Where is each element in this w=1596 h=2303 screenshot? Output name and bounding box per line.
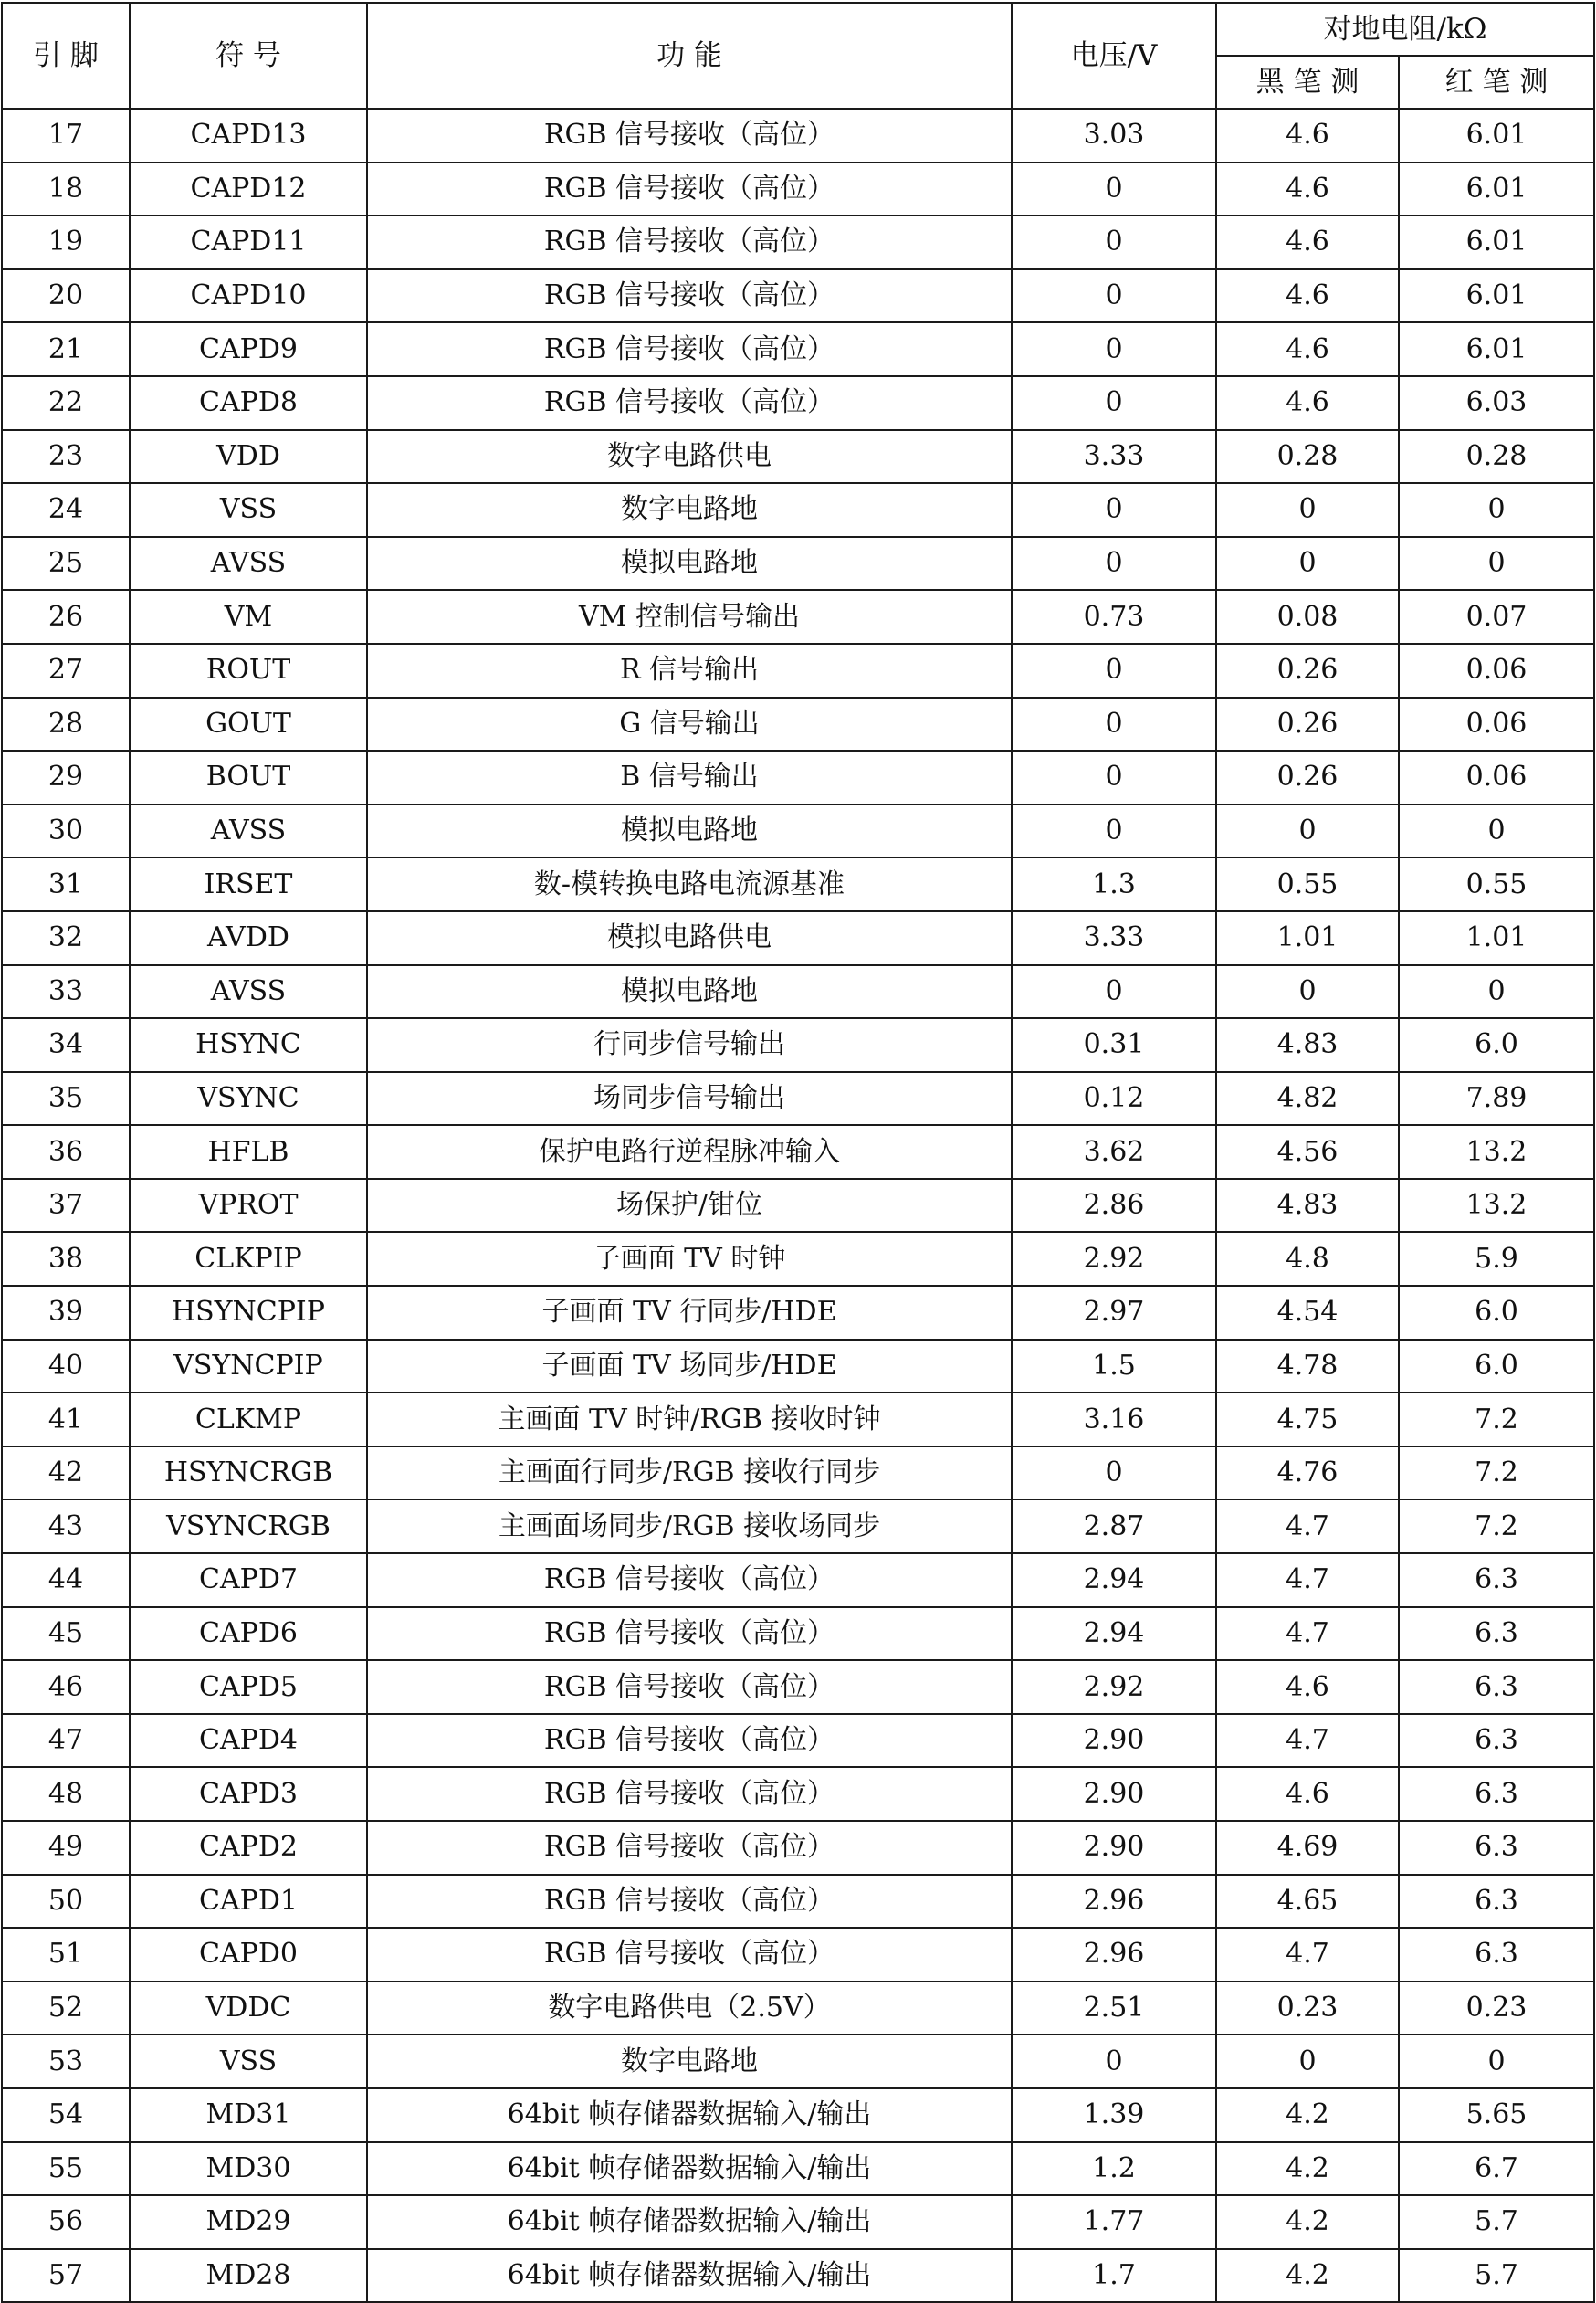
cell-symbol: CAPD7 xyxy=(130,1553,367,1607)
cell-red-probe: 6.3 xyxy=(1399,1607,1594,1661)
cell-function: R 信号输出 xyxy=(367,644,1012,698)
table-row xyxy=(2,1179,1594,1233)
cell-symbol: CLKMP xyxy=(130,1393,367,1446)
cell-voltage: 0 xyxy=(1012,537,1216,591)
cell-function: 主画面 TV 时钟/RGB 接收时钟 xyxy=(367,1393,1012,1446)
cell-black-probe: 4.6 xyxy=(1216,376,1399,430)
cell-red-probe: 0.28 xyxy=(1399,430,1594,484)
cell-pin: 41 xyxy=(2,1393,130,1446)
cell-pin: 46 xyxy=(2,1660,130,1714)
cell-pin: 55 xyxy=(2,2142,130,2196)
cell-symbol: MD29 xyxy=(130,2195,367,2249)
cell-pin: 17 xyxy=(2,109,130,163)
cell-symbol: MD28 xyxy=(130,2249,367,2303)
table-row xyxy=(2,1821,1594,1875)
table-row xyxy=(2,2195,1594,2249)
cell-symbol: VSYNCPIP xyxy=(130,1340,367,1393)
cell-pin: 35 xyxy=(2,1072,130,1126)
cell-voltage: 2.92 xyxy=(1012,1660,1216,1714)
cell-voltage: 1.77 xyxy=(1012,2195,1216,2249)
cell-red-probe: 6.03 xyxy=(1399,376,1594,430)
cell-function: B 信号输出 xyxy=(367,751,1012,804)
cell-black-probe: 4.2 xyxy=(1216,2088,1399,2142)
cell-symbol: HSYNCRGB xyxy=(130,1446,367,1500)
cell-pin: 28 xyxy=(2,698,130,752)
cell-voltage: 0 xyxy=(1012,163,1216,216)
cell-black-probe: 0.55 xyxy=(1216,857,1399,911)
cell-function: 数-模转换电路电流源基准 xyxy=(367,857,1012,911)
cell-pin: 31 xyxy=(2,857,130,911)
cell-pin: 19 xyxy=(2,216,130,269)
cell-black-probe: 4.2 xyxy=(1216,2195,1399,2249)
cell-function: 模拟电路供电 xyxy=(367,911,1012,965)
cell-voltage: 0 xyxy=(1012,216,1216,269)
cell-red-probe: 6.0 xyxy=(1399,1286,1594,1340)
cell-symbol: CAPD4 xyxy=(130,1714,367,1768)
cell-function: 64bit 帧存储器数据输入/输出 xyxy=(367,2142,1012,2196)
cell-red-probe: 6.3 xyxy=(1399,1660,1594,1714)
cell-black-probe: 4.69 xyxy=(1216,1821,1399,1875)
cell-pin: 51 xyxy=(2,1928,130,1982)
pin-data-table xyxy=(1,2,1595,2303)
cell-red-probe: 0.23 xyxy=(1399,1982,1594,2035)
cell-pin: 54 xyxy=(2,2088,130,2142)
cell-voltage: 2.92 xyxy=(1012,1232,1216,1286)
cell-pin: 21 xyxy=(2,322,130,376)
cell-voltage: 2.90 xyxy=(1012,1821,1216,1875)
cell-black-probe: 4.2 xyxy=(1216,2249,1399,2303)
table-row xyxy=(2,1340,1594,1393)
table-row xyxy=(2,2142,1594,2196)
cell-voltage: 1.2 xyxy=(1012,2142,1216,2196)
table-row xyxy=(2,644,1594,698)
cell-symbol: CAPD8 xyxy=(130,376,367,430)
table-row xyxy=(2,965,1594,1019)
cell-function: 64bit 帧存储器数据输入/输出 xyxy=(367,2088,1012,2142)
cell-pin: 38 xyxy=(2,1232,130,1286)
cell-voltage: 2.96 xyxy=(1012,1928,1216,1982)
cell-pin: 44 xyxy=(2,1553,130,1607)
cell-pin: 56 xyxy=(2,2195,130,2249)
table-row xyxy=(2,109,1594,163)
cell-symbol: VSYNCRGB xyxy=(130,1499,367,1553)
cell-voltage: 2.96 xyxy=(1012,1875,1216,1929)
cell-red-probe: 6.3 xyxy=(1399,1767,1594,1821)
cell-red-probe: 0.06 xyxy=(1399,644,1594,698)
cell-symbol: HFLB xyxy=(130,1125,367,1179)
cell-red-probe: 5.9 xyxy=(1399,1232,1594,1286)
cell-pin: 18 xyxy=(2,163,130,216)
table-row xyxy=(2,1393,1594,1446)
table-row xyxy=(2,857,1594,911)
cell-function: RGB 信号接收（高位） xyxy=(367,1607,1012,1661)
cell-pin: 47 xyxy=(2,1714,130,1768)
cell-symbol: CAPD10 xyxy=(130,269,367,323)
cell-function: 主画面场同步/RGB 接收场同步 xyxy=(367,1499,1012,1553)
cell-function: 子画面 TV 行同步/HDE xyxy=(367,1286,1012,1340)
cell-symbol: MD30 xyxy=(130,2142,367,2196)
cell-function: RGB 信号接收（高位） xyxy=(367,376,1012,430)
cell-voltage: 2.90 xyxy=(1012,1714,1216,1768)
cell-function: 主画面行同步/RGB 接收行同步 xyxy=(367,1446,1012,1500)
cell-voltage: 2.97 xyxy=(1012,1286,1216,1340)
cell-pin: 45 xyxy=(2,1607,130,1661)
cell-symbol: VDDC xyxy=(130,1982,367,2035)
cell-red-probe: 0 xyxy=(1399,537,1594,591)
cell-black-probe: 4.83 xyxy=(1216,1018,1399,1072)
table-row xyxy=(2,2088,1594,2142)
table-row xyxy=(2,163,1594,216)
cell-black-probe: 4.8 xyxy=(1216,1232,1399,1286)
cell-symbol: CAPD11 xyxy=(130,216,367,269)
cell-black-probe: 4.56 xyxy=(1216,1125,1399,1179)
cell-black-probe: 4.2 xyxy=(1216,2142,1399,2196)
cell-symbol: CAPD0 xyxy=(130,1928,367,1982)
cell-function: 数字电路供电 xyxy=(367,430,1012,484)
cell-pin: 40 xyxy=(2,1340,130,1393)
table-row xyxy=(2,1714,1594,1768)
table-row xyxy=(2,1767,1594,1821)
cell-red-probe: 6.01 xyxy=(1399,109,1594,163)
cell-symbol: VSS xyxy=(130,2035,367,2088)
cell-function: 模拟电路地 xyxy=(367,965,1012,1019)
cell-function: RGB 信号接收（高位） xyxy=(367,1875,1012,1929)
table-row xyxy=(2,1286,1594,1340)
cell-symbol: CAPD6 xyxy=(130,1607,367,1661)
cell-pin: 26 xyxy=(2,590,130,644)
cell-voltage: 2.90 xyxy=(1012,1767,1216,1821)
cell-black-probe: 4.7 xyxy=(1216,1607,1399,1661)
table-row xyxy=(2,698,1594,752)
table-row xyxy=(2,269,1594,323)
cell-function: 保护电路行逆程脉冲输入 xyxy=(367,1125,1012,1179)
cell-function: RGB 信号接收（高位） xyxy=(367,109,1012,163)
cell-voltage: 1.7 xyxy=(1012,2249,1216,2303)
cell-function: 模拟电路地 xyxy=(367,804,1012,858)
cell-function: 数字电路地 xyxy=(367,483,1012,537)
cell-pin: 52 xyxy=(2,1982,130,2035)
cell-red-probe: 6.01 xyxy=(1399,163,1594,216)
table-row xyxy=(2,1660,1594,1714)
cell-voltage: 0 xyxy=(1012,644,1216,698)
cell-pin: 23 xyxy=(2,430,130,484)
cell-black-probe: 4.54 xyxy=(1216,1286,1399,1340)
cell-voltage: 1.3 xyxy=(1012,857,1216,911)
cell-pin: 48 xyxy=(2,1767,130,1821)
cell-symbol: IRSET xyxy=(130,857,367,911)
cell-black-probe: 4.65 xyxy=(1216,1875,1399,1929)
cell-black-probe: 4.75 xyxy=(1216,1393,1399,1446)
cell-red-probe: 7.2 xyxy=(1399,1446,1594,1500)
table-row xyxy=(2,537,1594,591)
cell-black-probe: 4.6 xyxy=(1216,269,1399,323)
cell-symbol: CAPD13 xyxy=(130,109,367,163)
cell-pin: 57 xyxy=(2,2249,130,2303)
cell-red-probe: 7.89 xyxy=(1399,1072,1594,1126)
cell-symbol: HSYNCPIP xyxy=(130,1286,367,1340)
cell-voltage: 2.86 xyxy=(1012,1179,1216,1233)
cell-function: 场同步信号输出 xyxy=(367,1072,1012,1126)
cell-red-probe: 6.01 xyxy=(1399,269,1594,323)
cell-pin: 33 xyxy=(2,965,130,1019)
header-voltage: 电压/V xyxy=(1012,3,1216,109)
header-function: 功 能 xyxy=(367,3,1012,109)
cell-black-probe: 0 xyxy=(1216,2035,1399,2088)
cell-symbol: AVSS xyxy=(130,804,367,858)
cell-function: 64bit 帧存储器数据输入/输出 xyxy=(367,2195,1012,2249)
cell-voltage: 0 xyxy=(1012,2035,1216,2088)
cell-voltage: 3.16 xyxy=(1012,1393,1216,1446)
cell-pin: 27 xyxy=(2,644,130,698)
cell-function: G 信号输出 xyxy=(367,698,1012,752)
cell-voltage: 0 xyxy=(1012,322,1216,376)
cell-symbol: VSYNC xyxy=(130,1072,367,1126)
cell-symbol: VM xyxy=(130,590,367,644)
cell-voltage: 0 xyxy=(1012,269,1216,323)
cell-red-probe: 6.3 xyxy=(1399,1928,1594,1982)
cell-black-probe: 0.26 xyxy=(1216,644,1399,698)
cell-red-probe: 0 xyxy=(1399,483,1594,537)
cell-voltage: 0 xyxy=(1012,751,1216,804)
cell-black-probe: 4.78 xyxy=(1216,1340,1399,1393)
cell-symbol: CAPD5 xyxy=(130,1660,367,1714)
cell-symbol: CAPD9 xyxy=(130,322,367,376)
cell-red-probe: 0.06 xyxy=(1399,751,1594,804)
cell-voltage: 0 xyxy=(1012,376,1216,430)
cell-pin: 39 xyxy=(2,1286,130,1340)
cell-red-probe: 0 xyxy=(1399,965,1594,1019)
cell-symbol: HSYNC xyxy=(130,1018,367,1072)
cell-voltage: 0 xyxy=(1012,1446,1216,1500)
table-row xyxy=(2,1232,1594,1286)
cell-pin: 32 xyxy=(2,911,130,965)
cell-black-probe: 1.01 xyxy=(1216,911,1399,965)
cell-red-probe: 6.3 xyxy=(1399,1714,1594,1768)
cell-black-probe: 4.6 xyxy=(1216,216,1399,269)
cell-function: RGB 信号接收（高位） xyxy=(367,322,1012,376)
cell-function: 子画面 TV 时钟 xyxy=(367,1232,1012,1286)
cell-symbol: CAPD12 xyxy=(130,163,367,216)
cell-black-probe: 0.23 xyxy=(1216,1982,1399,2035)
table-row xyxy=(2,1553,1594,1607)
cell-function: RGB 信号接收（高位） xyxy=(367,1553,1012,1607)
cell-pin: 53 xyxy=(2,2035,130,2088)
table-row xyxy=(2,376,1594,430)
cell-black-probe: 4.83 xyxy=(1216,1179,1399,1233)
cell-red-probe: 13.2 xyxy=(1399,1179,1594,1233)
cell-function: 数字电路地 xyxy=(367,2035,1012,2088)
cell-pin: 37 xyxy=(2,1179,130,1233)
cell-function: 数字电路供电（2.5V） xyxy=(367,1982,1012,2035)
cell-symbol: CAPD3 xyxy=(130,1767,367,1821)
table-row xyxy=(2,1607,1594,1661)
cell-black-probe: 0 xyxy=(1216,965,1399,1019)
cell-pin: 43 xyxy=(2,1499,130,1553)
cell-pin: 49 xyxy=(2,1821,130,1875)
cell-red-probe: 6.3 xyxy=(1399,1821,1594,1875)
cell-symbol: VPROT xyxy=(130,1179,367,1233)
table-row xyxy=(2,1446,1594,1500)
cell-red-probe: 7.2 xyxy=(1399,1393,1594,1446)
cell-voltage: 3.33 xyxy=(1012,911,1216,965)
cell-black-probe: 0 xyxy=(1216,804,1399,858)
cell-symbol: GOUT xyxy=(130,698,367,752)
cell-red-probe: 5.65 xyxy=(1399,2088,1594,2142)
table-row xyxy=(2,751,1594,804)
table-row xyxy=(2,322,1594,376)
cell-black-probe: 4.7 xyxy=(1216,1928,1399,1982)
cell-function: 行同步信号输出 xyxy=(367,1018,1012,1072)
cell-black-probe: 4.6 xyxy=(1216,1660,1399,1714)
table-row xyxy=(2,430,1594,484)
table-row xyxy=(2,1018,1594,1072)
cell-black-probe: 0.28 xyxy=(1216,430,1399,484)
cell-black-probe: 4.82 xyxy=(1216,1072,1399,1126)
cell-red-probe: 6.0 xyxy=(1399,1340,1594,1393)
cell-black-probe: 4.6 xyxy=(1216,163,1399,216)
table-body xyxy=(2,109,1594,2302)
table-row xyxy=(2,1982,1594,2035)
table-row xyxy=(2,2249,1594,2303)
header-symbol: 符 号 xyxy=(130,3,367,109)
table-row xyxy=(2,1875,1594,1929)
cell-symbol: CAPD2 xyxy=(130,1821,367,1875)
cell-voltage: 0 xyxy=(1012,804,1216,858)
cell-voltage: 3.03 xyxy=(1012,109,1216,163)
table-row xyxy=(2,1125,1594,1179)
cell-black-probe: 4.6 xyxy=(1216,1767,1399,1821)
cell-pin: 50 xyxy=(2,1875,130,1929)
cell-symbol: VDD xyxy=(130,430,367,484)
cell-red-probe: 7.2 xyxy=(1399,1499,1594,1553)
cell-symbol: VSS xyxy=(130,483,367,537)
cell-function: RGB 信号接收（高位） xyxy=(367,1714,1012,1768)
cell-function: RGB 信号接收（高位） xyxy=(367,163,1012,216)
cell-black-probe: 4.7 xyxy=(1216,1714,1399,1768)
cell-symbol: MD31 xyxy=(130,2088,367,2142)
header-pin: 引 脚 xyxy=(2,3,130,109)
cell-voltage: 0.31 xyxy=(1012,1018,1216,1072)
cell-function: 64bit 帧存储器数据输入/输出 xyxy=(367,2249,1012,2303)
cell-symbol: CLKPIP xyxy=(130,1232,367,1286)
cell-symbol: AVDD xyxy=(130,911,367,965)
cell-red-probe: 0.07 xyxy=(1399,590,1594,644)
cell-pin: 22 xyxy=(2,376,130,430)
cell-pin: 34 xyxy=(2,1018,130,1072)
cell-function: RGB 信号接收（高位） xyxy=(367,1821,1012,1875)
table-row xyxy=(2,216,1594,269)
cell-red-probe: 6.01 xyxy=(1399,216,1594,269)
cell-black-probe: 4.7 xyxy=(1216,1553,1399,1607)
table-row xyxy=(2,1928,1594,1982)
cell-voltage: 0 xyxy=(1012,698,1216,752)
cell-black-probe: 4.76 xyxy=(1216,1446,1399,1500)
cell-voltage: 0.73 xyxy=(1012,590,1216,644)
cell-red-probe: 0.55 xyxy=(1399,857,1594,911)
cell-function: 子画面 TV 场同步/HDE xyxy=(367,1340,1012,1393)
cell-symbol: AVSS xyxy=(130,965,367,1019)
table-row xyxy=(2,804,1594,858)
header-black-probe: 黑 笔 测 xyxy=(1216,56,1399,109)
cell-red-probe: 6.0 xyxy=(1399,1018,1594,1072)
cell-red-probe: 6.7 xyxy=(1399,2142,1594,2196)
cell-black-probe: 0 xyxy=(1216,537,1399,591)
cell-function: VM 控制信号输出 xyxy=(367,590,1012,644)
table-row xyxy=(2,1499,1594,1553)
cell-black-probe: 0.26 xyxy=(1216,751,1399,804)
table-row xyxy=(2,1072,1594,1126)
cell-symbol: AVSS xyxy=(130,537,367,591)
cell-pin: 25 xyxy=(2,537,130,591)
table-row xyxy=(2,911,1594,965)
cell-red-probe: 5.7 xyxy=(1399,2195,1594,2249)
cell-black-probe: 0.08 xyxy=(1216,590,1399,644)
cell-black-probe: 4.7 xyxy=(1216,1499,1399,1553)
cell-function: 模拟电路地 xyxy=(367,537,1012,591)
cell-pin: 30 xyxy=(2,804,130,858)
cell-symbol: CAPD1 xyxy=(130,1875,367,1929)
cell-symbol: ROUT xyxy=(130,644,367,698)
cell-voltage: 3.62 xyxy=(1012,1125,1216,1179)
cell-voltage: 1.39 xyxy=(1012,2088,1216,2142)
cell-red-probe: 0 xyxy=(1399,804,1594,858)
cell-black-probe: 4.6 xyxy=(1216,322,1399,376)
cell-black-probe: 0 xyxy=(1216,483,1399,537)
cell-symbol: BOUT xyxy=(130,751,367,804)
cell-red-probe: 13.2 xyxy=(1399,1125,1594,1179)
cell-red-probe: 0 xyxy=(1399,2035,1594,2088)
cell-function: RGB 信号接收（高位） xyxy=(367,216,1012,269)
cell-voltage: 1.5 xyxy=(1012,1340,1216,1393)
cell-pin: 42 xyxy=(2,1446,130,1500)
cell-pin: 24 xyxy=(2,483,130,537)
cell-function: RGB 信号接收（高位） xyxy=(367,269,1012,323)
cell-pin: 29 xyxy=(2,751,130,804)
cell-pin: 20 xyxy=(2,269,130,323)
cell-red-probe: 1.01 xyxy=(1399,911,1594,965)
header-red-probe: 红 笔 测 xyxy=(1399,56,1594,109)
cell-voltage: 0 xyxy=(1012,965,1216,1019)
cell-pin: 36 xyxy=(2,1125,130,1179)
cell-black-probe: 4.6 xyxy=(1216,109,1399,163)
cell-function: RGB 信号接收（高位） xyxy=(367,1660,1012,1714)
table-header xyxy=(2,3,1594,109)
cell-function: 场保护/钳位 xyxy=(367,1179,1012,1233)
header-resistance-group: 对地电阻/kΩ xyxy=(1216,3,1594,56)
cell-voltage: 2.94 xyxy=(1012,1553,1216,1607)
cell-voltage: 2.87 xyxy=(1012,1499,1216,1553)
cell-voltage: 2.94 xyxy=(1012,1607,1216,1661)
cell-voltage: 3.33 xyxy=(1012,430,1216,484)
cell-red-probe: 5.7 xyxy=(1399,2249,1594,2303)
cell-black-probe: 0.26 xyxy=(1216,698,1399,752)
table-row xyxy=(2,2035,1594,2088)
cell-function: RGB 信号接收（高位） xyxy=(367,1928,1012,1982)
table-row xyxy=(2,590,1594,644)
cell-voltage: 2.51 xyxy=(1012,1982,1216,2035)
cell-function: RGB 信号接收（高位） xyxy=(367,1767,1012,1821)
cell-red-probe: 0.06 xyxy=(1399,698,1594,752)
cell-red-probe: 6.01 xyxy=(1399,322,1594,376)
cell-voltage: 0.12 xyxy=(1012,1072,1216,1126)
cell-red-probe: 6.3 xyxy=(1399,1553,1594,1607)
cell-red-probe: 6.3 xyxy=(1399,1875,1594,1929)
cell-voltage: 0 xyxy=(1012,483,1216,537)
table-row xyxy=(2,483,1594,537)
